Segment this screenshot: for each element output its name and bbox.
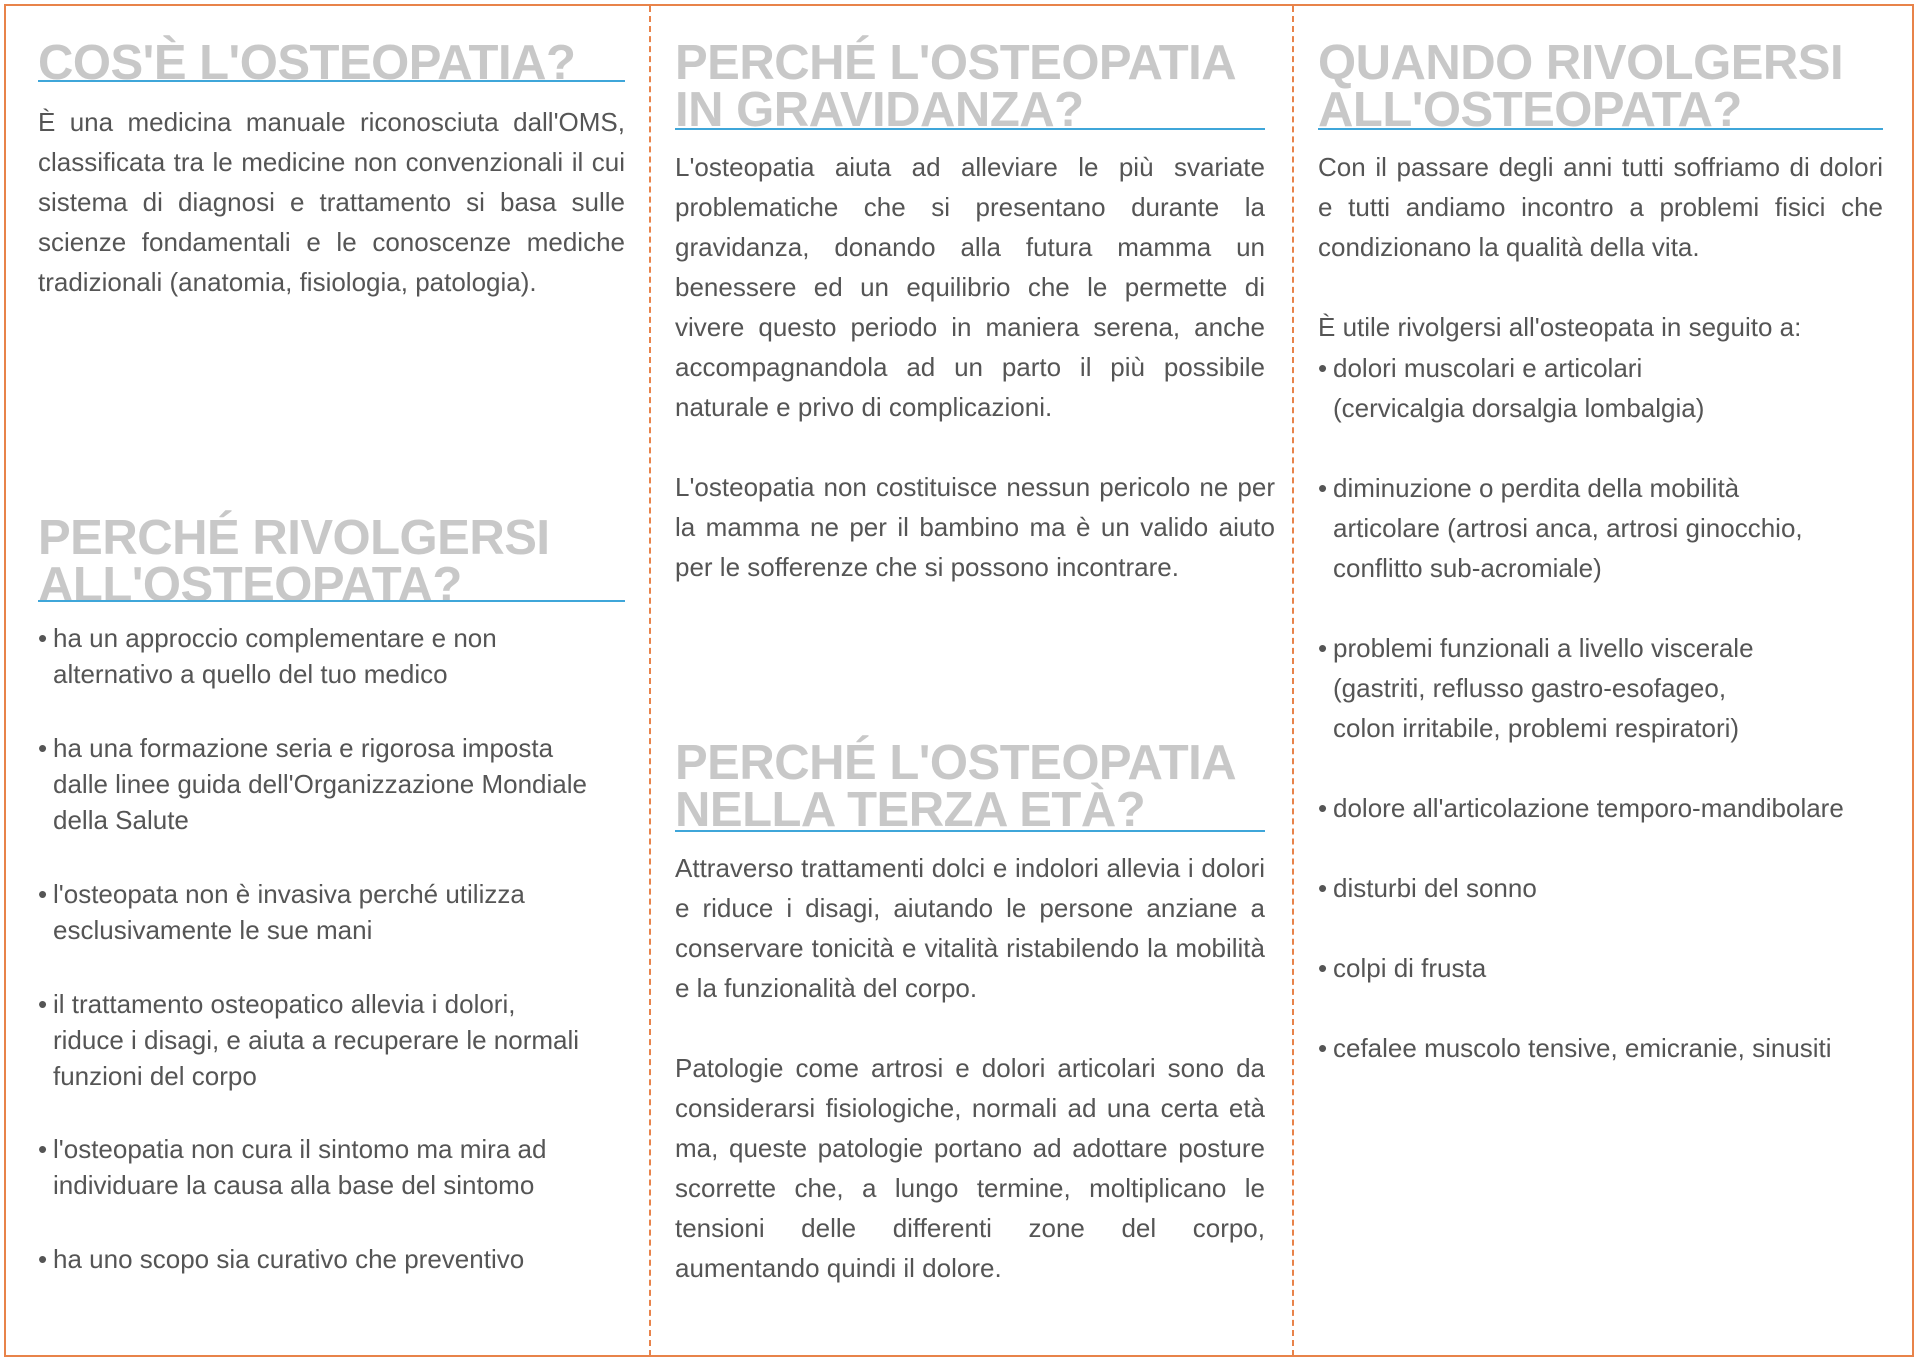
- list-item: • ha una formazione seria e rigorosa imposta dalle linee guida dell'Organizzazione Mondiale della Salute: [38, 730, 638, 838]
- gravidanza-text-2: L'osteopatia non costituisce nessun pericolo ne per la mamma ne per il bambino ma è un valido aiuto per le sofferenze che si possono incontrare.: [675, 472, 1275, 582]
- list-item: • l'osteopatia non cura il sintomo ma mira ad individuare la causa alla base del sintomo: [38, 1131, 638, 1203]
- terza-eta-text-1: Attraverso trattamenti dolci e indolori allevia i dolori e riduce i disagi, aiutando le persone anziane a conservare tonicità e vitalità ristabilendo la mobilità e la funzionalità del corpo.: [675, 853, 1265, 1003]
- title-underline: [38, 600, 625, 602]
- list-item: • l'osteopata non è invasiva perché utilizza esclusivamente le sue mani: [38, 876, 638, 948]
- quando-lead-text: È utile rivolgersi all'osteopata in seguito a:: [1318, 312, 1802, 342]
- section-title-perche-rivolgersi: PERCHÉ RIVOLGERSI ALL'OSTEOPATA?: [38, 511, 550, 612]
- quando-intro-text: Con il passare degli anni tutti soffriamo di dolori e tutti andiamo incontro a problemi fisici che condizionano la qualità della vita.: [1318, 152, 1883, 262]
- section-title-cos-e-osteopatia: COS'È L'OSTEOPATIA?: [38, 36, 576, 90]
- list-item: • problemi funzionali a livello viscerale (gastriti, reflusso gastro-esofageo, colon irritabile, problemi respiratori): [1318, 628, 1918, 748]
- section-title-quando-rivolgersi: QUANDO RIVOLGERSI ALL'OSTEOPATA?: [1318, 36, 1844, 137]
- section-title-terza-eta: PERCHÉ L'OSTEOPATIA NELLA TERZA ETÀ?: [675, 736, 1237, 837]
- section-title-gravidanza: PERCHÉ L'OSTEOPATIA IN GRAVIDANZA?: [675, 36, 1237, 137]
- title-underline: [675, 830, 1265, 832]
- column-divider-left: [649, 6, 651, 1356]
- gravidanza-text-1: L'osteopatia aiuta ad alleviare le più svariate problematiche che si presentano durante la gravidanza, donando alla futura mamma un benessere ed un equilibrio che le permette di vivere questo periodo in maniera serena, anche accompagnandola ad un parto il più possibile naturale e privo di complicazioni.: [675, 152, 1265, 422]
- list-item: • disturbi del sonno: [1318, 868, 1918, 908]
- list-item: • ha uno scopo sia curativo che preventivo: [38, 1241, 638, 1277]
- title-underline: [38, 80, 625, 82]
- list-item: • ha un approccio complementare e non alternativo a quello del tuo medico: [38, 620, 638, 692]
- terza-eta-text-2: Patologie come artrosi e dolori articolari sono da considerarsi fisiologiche, normali ad una certa età ma, queste patologie portano ad adottare posture scorrette che, a lungo termine, moltiplicano le tensioni delle differenti zone del corpo, aumentando quindi il dolore.: [675, 1053, 1265, 1283]
- title-underline: [675, 128, 1265, 130]
- perche-rivolgersi-list: [38, 620, 638, 1277]
- list-item: • dolori muscolari e articolari (cervicalgia dorsalgia lombalgia): [1318, 348, 1918, 428]
- list-item: • cefalee muscolo tensive, emicranie, sinusiti: [1318, 1028, 1918, 1068]
- quando-rivolgersi-list: [1318, 348, 1918, 1068]
- cos-e-osteopatia-text: È una medicina manuale riconosciuta dall'OMS, classificata tra le medicine non convenzionali il cui sistema di diagnosi e trattamento si basa sulle scienze fondamentali e le conoscenze mediche tradizionali (anatomia, fisiologia, patologia).: [38, 107, 625, 297]
- list-item: • diminuzione o perdita della mobilità articolare (artrosi anca, artrosi ginocchio, conflitto sub-acromiale): [1318, 468, 1918, 588]
- list-item: • il trattamento osteopatico allevia i dolori, riduce i disagi, e aiuta a recuperare le normali funzioni del corpo: [38, 986, 638, 1094]
- list-item: • dolore all'articolazione temporo-mandibolare: [1318, 788, 1918, 828]
- column-divider-right: [1292, 6, 1294, 1356]
- list-item: • colpi di frusta: [1318, 948, 1918, 988]
- title-underline: [1318, 128, 1883, 130]
